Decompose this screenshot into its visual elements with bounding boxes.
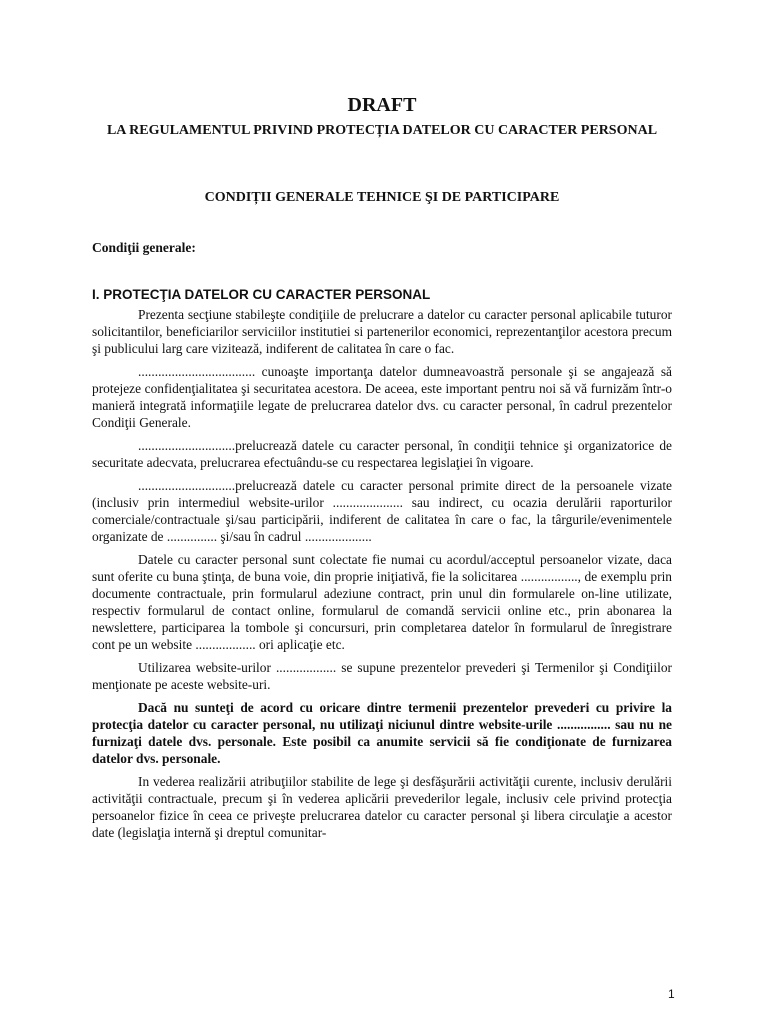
document-page xyxy=(92,88,672,847)
page-number: 1 xyxy=(668,987,675,1001)
draft-title: DRAFT xyxy=(347,94,417,116)
paragraph: Prezenta secţiune stabileşte condiţiile de prelucrare a datelor cu caracter personal aplicabile tuturor solicitantilor, beneficiarilor serviciilor institutiei si partenerilor economici, reprezentanţilor acestora precum şi publicului larg care vizitează, indiferent de calitatea în care o fac. xyxy=(92,307,672,356)
paragraph: ................................... cunoaşte importanţa datelor dumneavoastră personale şi se angajează să protejeze confidenţialitatea şi securitatea acestora. De aceea, este important pentru noi să vă furnizăm într-o manieră integrată informaţiile legate de prelucrarea datelor dvs. cu caracter personal, în cadrul prezentelor Condiţii Generale. xyxy=(92,364,672,430)
heading-data-protection: I. PROTECŢIA DATELOR CU CARACTER PERSONAL xyxy=(92,287,431,302)
paragraph: .............................prelucrează datele cu caracter personal, în condiţii tehnice şi organizatorice de securitate adecvata, prelucrarea efectuându-se cu respectarea legislaţiei în vigoare. xyxy=(92,438,672,470)
paragraph: Datele cu caracter personal sunt colectate fie numai cu acordul/acceptul persoanelor vizate, daca sunt oferite cu buna ştinţa, de buna voie, din proprie iniţiativă, fie la solicitarea ................., de exemplu prin documente contractuale, prin formularul adeziune contract, prin unul din formularele on-line utilizate, respectiv formularul de contact online, formularul de comandă servicii online etc., prin abonarea la newslettere, participarea la tombole şi concursuri, prin completarea datelor în formularul de înregistrare cont pe un website .................. ori aplicaţie etc. xyxy=(92,552,672,652)
paragraph: In vederea realizării atribuţiilor stabilite de lege şi desfăşurării activităţii curente, inclusiv derulării activităţii contractuale, precum şi în vederea aplicării prevederilor legale, inclusiv cele privind protecţia persoanelor fizice în ceea ce priveşte prelucrarea datelor cu caracter personal şi libera circulaţie a acestor date (legislaţia internă şi dreptul comunitar- xyxy=(92,774,672,840)
paragraph-warning: Dacă nu sunteţi de acord cu oricare dintre termenii prezentelor prevederi cu privire la protecţia datelor cu caracter personal, nu utilizaţi niciunul dintre website-urile ................ sau nu ne furnizaţi datele dvs. personale. Este posibil ca anumite servicii să fie condiţionate de furnizarea datelor dvs. personale. xyxy=(92,700,672,766)
paragraph: Utilizarea website-urilor .................. se supune prezentelor prevederi şi Termenilor şi Condiţiilor menţionate pe aceste website-uri. xyxy=(92,660,672,692)
conditions-label: Condiţii generale: xyxy=(92,240,196,255)
section-title: CONDIȚII GENERALE TEHNICE ŞI DE PARTICIPARE xyxy=(204,190,560,205)
document-subtitle: LA REGULAMENTUL PRIVIND PROTECȚIA DATELOR CU CARACTER PERSONAL xyxy=(106,123,658,138)
paragraph: .............................prelucrează datele cu caracter personal primite direct de la persoanele vizate (inclusiv prin intermediul website-urilor ..................... sau indirect, cu ocazia derulării raporturilor comerciale/contractuale şi/sau participării, indiferent de calitatea în care o fac, la târgurile/evenimentele organizate de ............... şi/sau în cadrul .................... xyxy=(92,478,672,544)
